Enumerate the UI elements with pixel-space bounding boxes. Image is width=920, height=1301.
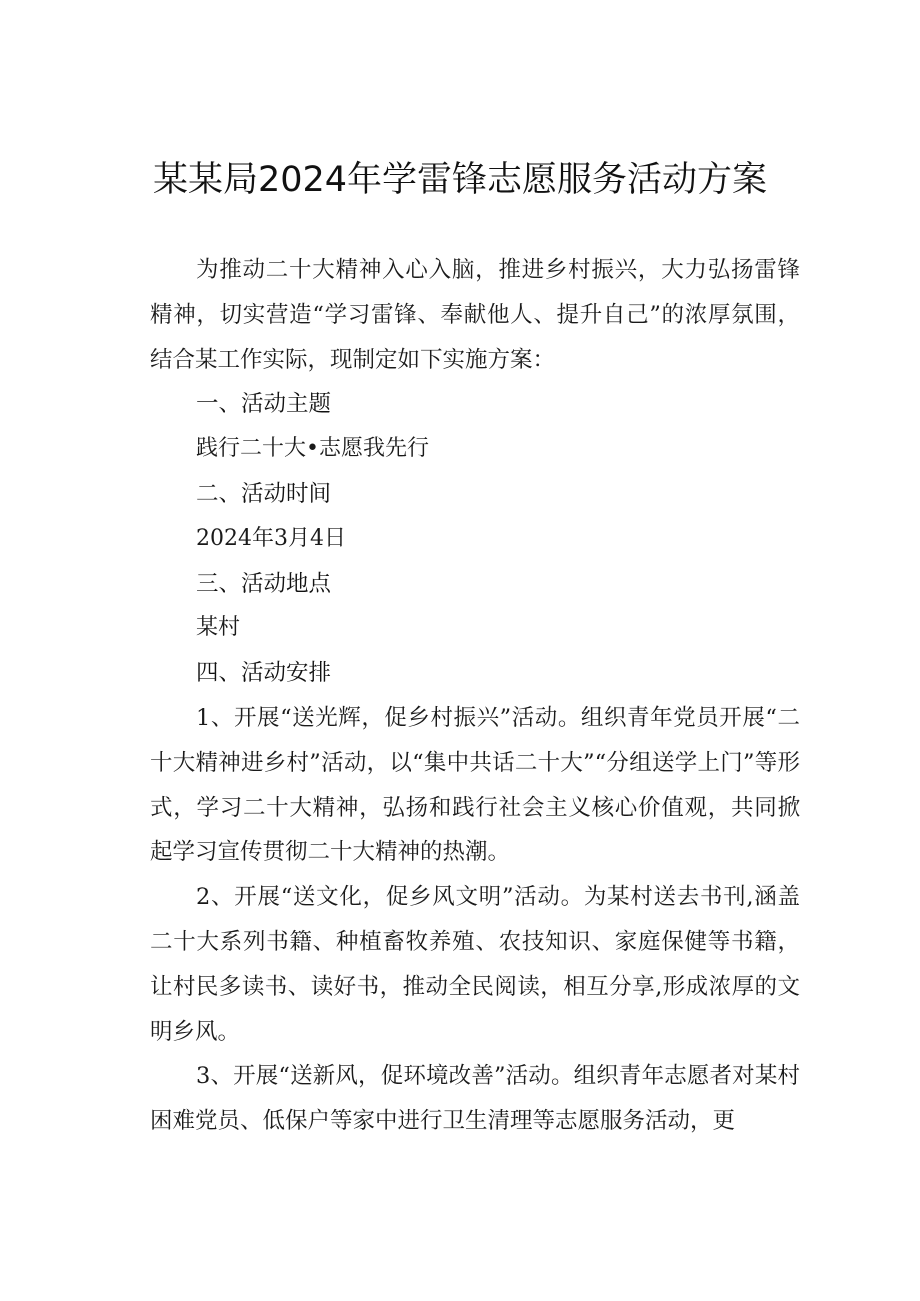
- section-heading-location: 三、活动地点: [196, 570, 332, 597]
- intro-paragraph: 为推动二十大精神入心入脑，推进乡村振兴，大力弘扬雷锋精神，切实营造“学习雷锋、奉献他人、提升自己”的浓厚氛围，结合某工作实际，现制定如下实施方案：: [150, 257, 800, 373]
- document-body: [150, 248, 800, 1144]
- section-heading-theme: 一、活动主题: [196, 391, 332, 418]
- section-heading-arrangement: 四、活动安排: [196, 660, 332, 687]
- section-text-theme: 践行二十大•志愿我先行: [196, 436, 429, 462]
- arrangement-item-3: 3、开展“送新风，促环境改善”活动。组织青年志愿者对某村困难党员、低保户等家中进行卫生清理等志愿服务活动，更: [150, 1063, 800, 1135]
- section-text-time: 2024年3月4日: [196, 525, 346, 551]
- arrangement-item-1: 1、开展“送光辉，促乡村振兴”活动。组织青年党员开展“二十大精神进乡村”活动，以“集中共话二十大”“分组送学上门”等形式，学习二十大精神，弘扬和践行社会主义核心价值观，共同掀起学习宣传贯彻二十大精神的热潮。: [150, 704, 800, 866]
- document-title: 某某局2024年学雷锋志愿服务活动方案: [152, 160, 768, 200]
- section-text-location: 某村: [196, 615, 241, 641]
- section-heading-time: 二、活动时间: [196, 480, 332, 507]
- arrangement-item-2: 2、开展“送文化，促乡风文明”活动。为某村送去书刊,涵盖二十大系列书籍、种植畜牧养殖、农技知识、家庭保健等书籍，让村民多读书、读好书，推动全民阅读，相互分享,形成浓厚的文明乡风。: [150, 884, 800, 1045]
